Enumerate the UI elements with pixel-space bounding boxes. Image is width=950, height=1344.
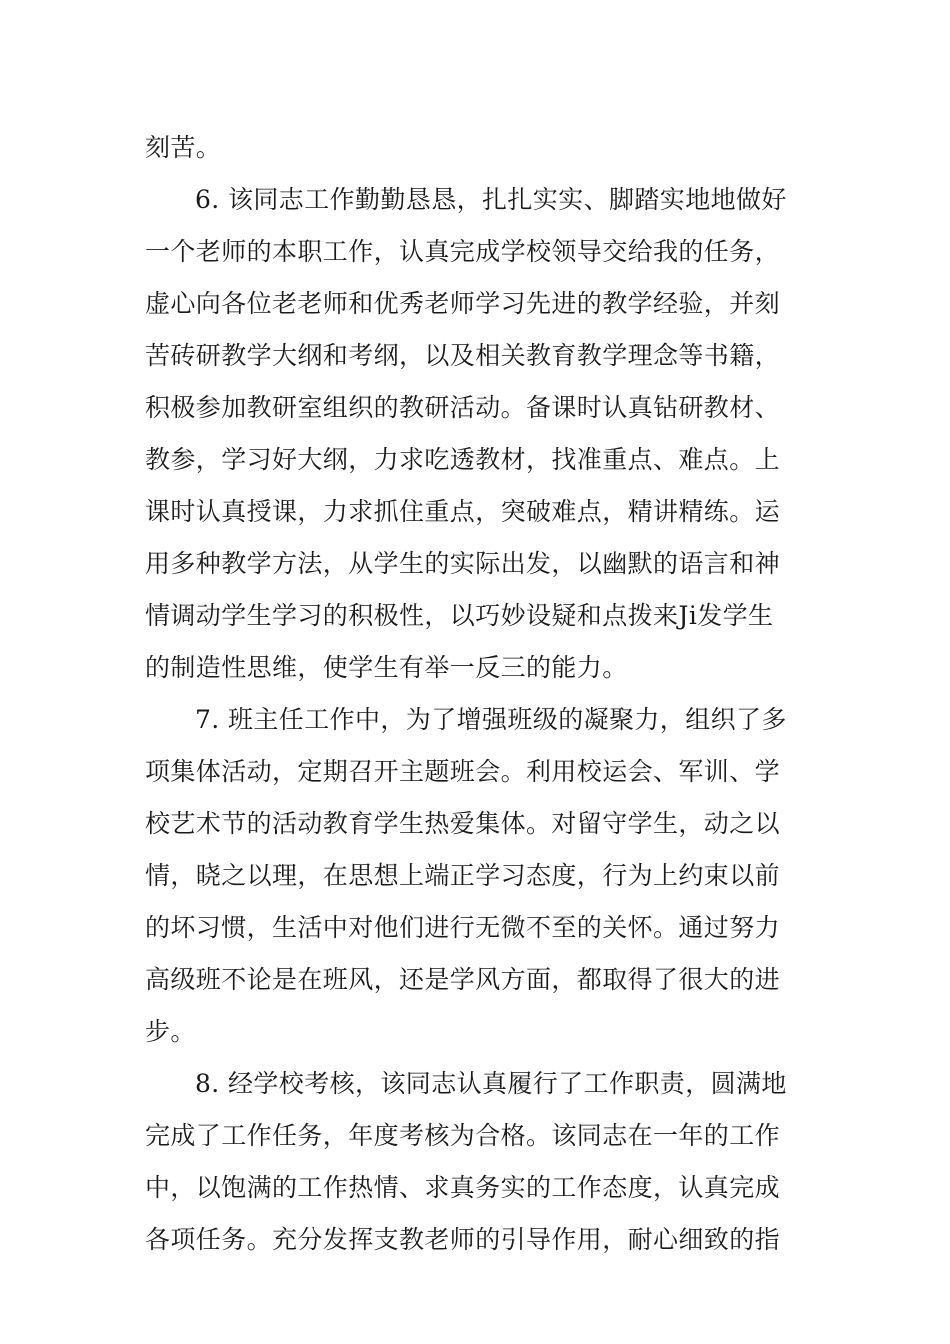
text-line: 高级班不论是在班风，还是学风方面，都取得了很大的进 bbox=[145, 965, 781, 994]
text-line: 的坏习惯，生活中对他们进行无微不至的关怀。通过努力 bbox=[145, 913, 781, 942]
text-line: 完成了工作任务，年度考核为合格。该同志在一年的工作 bbox=[145, 1121, 781, 1150]
text-line: 校艺术节的活动教育学生热爱集体。对留守学生，动之以 bbox=[145, 809, 781, 838]
text-line: 刻苦。 bbox=[145, 133, 222, 162]
text-line: 教参，学习好大纲，力求吃透教材，找准重点、难点。上 bbox=[145, 445, 781, 474]
text-line: 项集体活动，定期召开主题班会。利用校运会、军训、学 bbox=[145, 757, 781, 786]
text-line: 8. 经学校考核，该同志认真履行了工作职责，圆满地 bbox=[195, 1069, 787, 1098]
text-line: 情，晓之以理，在思想上端正学习态度，行为上约束以前 bbox=[145, 861, 781, 890]
text-line: 7. 班主任工作中，为了增强班级的凝聚力，组织了多 bbox=[195, 705, 787, 734]
text-line: 苦砖研教学大纲和考纲，以及相关教育教学理念等书籍， bbox=[145, 341, 781, 370]
text-line: 步。 bbox=[145, 1017, 196, 1046]
text-line: 的制造性思维，使学生有举一反三的能力。 bbox=[145, 653, 628, 682]
text-line: 一个老师的本职工作，认真完成学校领导交给我的任务， bbox=[145, 237, 781, 266]
text-line: 课时认真授课，力求抓住重点，突破难点，精讲精练。运 bbox=[145, 497, 781, 526]
text-line: 情调动学生学习的积极性，以巧妙设疑和点拨来Ji发学生 bbox=[145, 601, 774, 630]
text-line: 积极参加教研室组织的教研活动。备课时认真钻研教材、 bbox=[145, 393, 781, 422]
text-line: 虚心向各位老老师和优秀老师学习先进的教学经验，并刻 bbox=[145, 289, 781, 318]
text-line: 6. 该同志工作勤勤恳恳，扎扎实实、脚踏实地地做好 bbox=[195, 185, 787, 214]
text-line: 各项任务。充分发挥支教老师的引导作用，耐心细致的指 bbox=[145, 1225, 781, 1254]
text-line: 中，以饱满的工作热情、求真务实的工作态度，认真完成 bbox=[145, 1173, 781, 1202]
text-line: 用多种教学方法，从学生的实际出发，以幽默的语言和神 bbox=[145, 549, 781, 578]
